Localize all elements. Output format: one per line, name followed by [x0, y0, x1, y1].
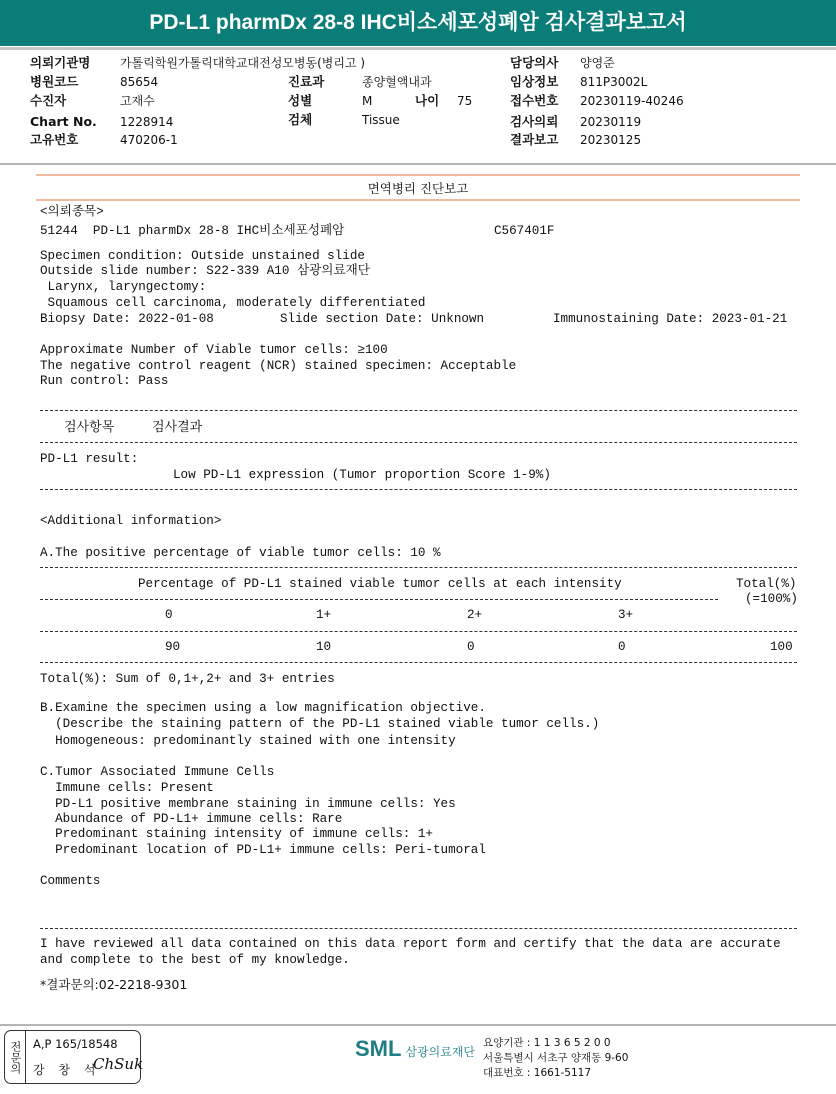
- chart-value: 1228914: [120, 115, 174, 129]
- c-line: Immune cells: Present: [40, 781, 214, 795]
- value-2: 0: [467, 640, 475, 654]
- order-heading: <의뢰종목>: [40, 205, 104, 219]
- divider: [0, 47, 836, 50]
- order-code: C567401F: [494, 224, 555, 238]
- divider: [0, 1024, 836, 1026]
- signature: ChSuk: [93, 1055, 144, 1073]
- divider: [36, 199, 800, 201]
- specimen-value: Tissue: [362, 113, 400, 127]
- doctor-label: 담당의사: [510, 55, 559, 70]
- stamp-title: 전문의: [5, 1031, 26, 1083]
- specimen-condition: Specimen condition: Outside unstained slide: [40, 249, 365, 263]
- dept-value: 종양혈액내과: [362, 75, 432, 89]
- value-3: 0: [618, 640, 626, 654]
- specimen-label: 검체: [288, 112, 313, 127]
- value-1: 10: [316, 640, 332, 654]
- institution-label: 의뢰기관명: [30, 55, 91, 70]
- section-title: 면역병리 진단보고: [367, 181, 469, 196]
- unique-label: 고유번호: [30, 132, 79, 147]
- contact: *결과문의:02-2218-9301: [40, 977, 188, 992]
- patient-label: 수진자: [30, 93, 67, 108]
- certify-line: I have reviewed all data contained on this data report form and certify that the data are accurate: [40, 937, 781, 951]
- sex-value: M: [362, 94, 373, 108]
- divider: [36, 174, 800, 176]
- report-label: 결과보고: [510, 132, 559, 147]
- request-value: 20230119: [580, 115, 642, 129]
- intensity-2: 2+: [467, 608, 483, 622]
- sml-logo: [355, 1036, 475, 1062]
- hospital-code-value: 85654: [120, 75, 159, 89]
- order-line: 51244 PD-L1 pharmDx 28-8 IHC비소세포성폐암: [40, 224, 345, 238]
- hospital-code-label: 병원코드: [30, 74, 79, 89]
- doctor-value: 양영준: [580, 56, 615, 70]
- divider: [40, 599, 718, 600]
- value-total: 100: [770, 640, 793, 654]
- divider: [40, 489, 797, 490]
- immuno-date: Immunostaining Date: 2023-01-21: [553, 312, 788, 326]
- c-line: Abundance of PD-L1+ immune cells: Rare: [40, 812, 343, 826]
- total-subheader: (=100%): [745, 592, 798, 606]
- accession-value: 20230119-40246: [580, 94, 684, 108]
- dept-label: 진료과: [288, 74, 325, 89]
- address-line: 요양기관 : 1 1 3 6 5 2 0 0: [483, 1037, 611, 1049]
- clinical-value: 811P3002L: [580, 75, 648, 89]
- request-label: 검사의뢰: [510, 114, 559, 129]
- stamp-name: 강 창 석: [33, 1063, 101, 1077]
- b-line: (Describe the staining pattern of the PD-L1 stained viable tumor cells.): [40, 717, 600, 731]
- report-title: PD-L1 pharmDx 28-8 IHC비소세포성폐암 검사결과보고서: [0, 0, 836, 46]
- report-value: 20230125: [580, 133, 642, 147]
- biopsy-date: Biopsy Date: 2022-01-08: [40, 312, 214, 326]
- divider: [40, 442, 797, 443]
- site: Larynx, laryngectomy:: [40, 280, 207, 294]
- col-result: 검사결과: [152, 420, 203, 435]
- positive-percentage: A.The positive percentage of viable tumor cells: 10 %: [40, 546, 441, 560]
- c-line: Predominant staining intensity of immune cells: 1+: [40, 827, 433, 841]
- b-line: Homogeneous: predominantly stained with one intensity: [40, 734, 456, 748]
- total-note: Total(%): Sum of 0,1+,2+ and 3+ entries: [40, 672, 335, 686]
- ncr: The negative control reagent (NCR) stained specimen: Acceptable: [40, 359, 517, 373]
- c-line: PD-L1 positive membrane staining in immune cells: Yes: [40, 797, 456, 811]
- address-line: 대표번호 : 1661-5117: [483, 1067, 592, 1079]
- address-line: 서울특별시 서초구 양재동 9-60: [483, 1052, 629, 1064]
- chart-label: Chart No.: [30, 114, 97, 129]
- divider: [40, 567, 797, 568]
- age-value: 75: [457, 94, 473, 108]
- logo-name: 삼광의료재단: [405, 1045, 476, 1059]
- run-control: Run control: Pass: [40, 374, 169, 388]
- age-label: 나이: [415, 93, 440, 108]
- result-label: PD-L1 result:: [40, 452, 139, 466]
- diagnosis: Squamous cell carcinoma, moderately differentiated: [40, 296, 426, 310]
- section-date: Slide section Date: Unknown: [280, 312, 485, 326]
- intensity-3: 3+: [618, 608, 634, 622]
- col-item: 검사항목: [64, 420, 115, 435]
- divider: [40, 631, 797, 632]
- certify-line: and complete to the best of my knowledge.: [40, 953, 350, 967]
- pathologist-stamp: [4, 1030, 144, 1084]
- unique-value: 470206-1: [120, 133, 178, 147]
- comments-label: Comments: [40, 874, 101, 888]
- stamp-license: A,P 165/18548: [33, 1037, 118, 1051]
- divider: [40, 928, 797, 929]
- additional-heading: <Additional information>: [40, 514, 222, 528]
- address-block: [483, 1036, 628, 1081]
- divider: [40, 410, 797, 411]
- b-line: B.Examine the specimen using a low magnification objective.: [40, 701, 486, 715]
- c-line: Predominant location of PD-L1+ immune cells: Peri-tumoral: [40, 843, 486, 857]
- patient-value: 고재수: [120, 94, 155, 108]
- result-value: Low PD-L1 expression (Tumor proportion Score 1-9%): [173, 468, 551, 482]
- clinical-label: 임상정보: [510, 74, 559, 89]
- intensity-1: 1+: [316, 608, 332, 622]
- value-0: 90: [165, 640, 181, 654]
- intensity-0: 0: [165, 608, 173, 622]
- viable-cells: Approximate Number of Viable tumor cells: ≥100: [40, 343, 388, 357]
- accession-label: 접수번호: [510, 93, 559, 108]
- slide-number: Outside slide number: S22-339 A10 삼광의료재단: [40, 264, 370, 278]
- sex-label: 성별: [288, 93, 313, 108]
- logo-text: SML: [355, 1036, 402, 1061]
- total-header: Total(%): [736, 577, 797, 591]
- divider: [0, 163, 836, 165]
- c-line: C.Tumor Associated Immune Cells: [40, 765, 275, 779]
- institution-value: 가톨릭학원가톨릭대학교대전성모병동(병리고 ): [120, 56, 366, 70]
- table-header: Percentage of PD-L1 stained viable tumor cells at each intensity: [138, 577, 622, 591]
- divider: [40, 662, 797, 663]
